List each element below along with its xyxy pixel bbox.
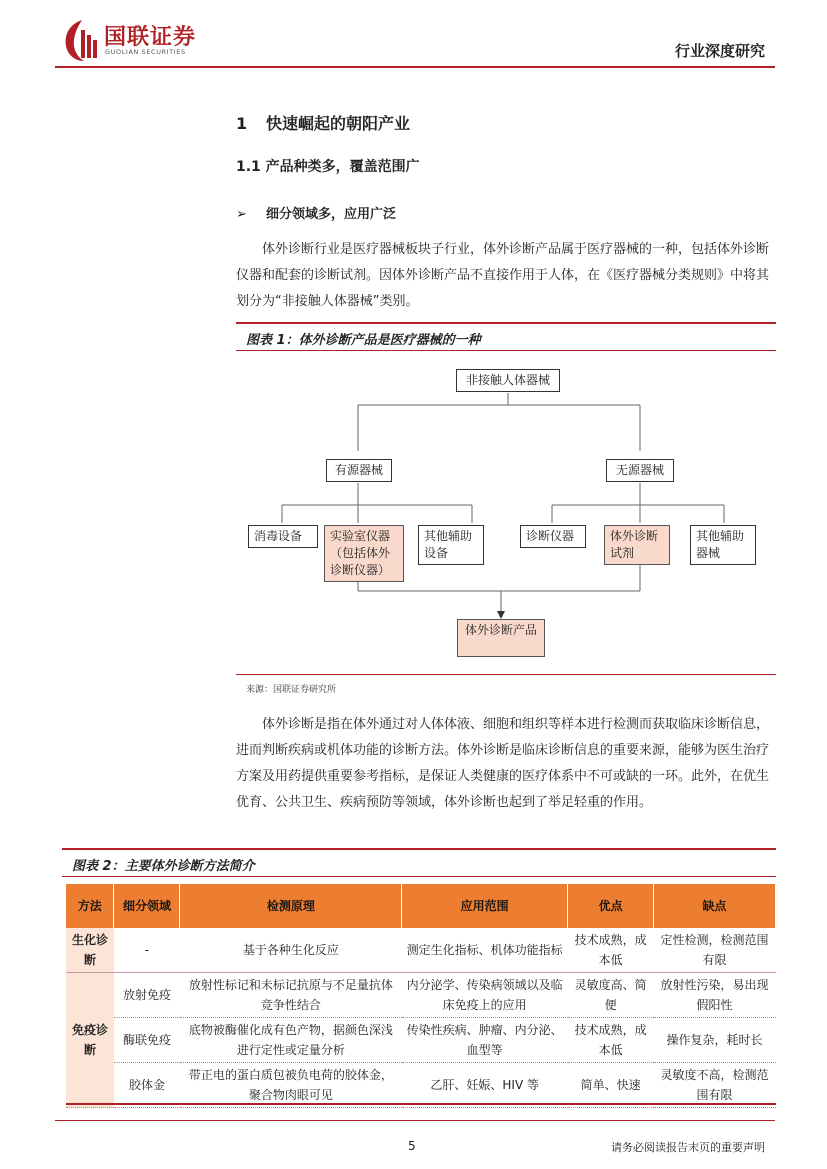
pros-cell: 灵敏度高、简便	[568, 973, 654, 1018]
bullet-title: 细分领域多，应用广泛	[266, 207, 397, 222]
figure2-title: 图表 2：主要体外诊断方法简介	[72, 859, 255, 874]
subfield-cell: 放射免疫	[114, 973, 180, 1018]
cons-cell: 灵敏度不高，检测范围有限	[654, 1063, 776, 1108]
pros-cell: 技术成熟，成本低	[568, 1018, 654, 1063]
col-header-method: 方法	[66, 884, 114, 928]
principle-cell: 基于各种生化反应	[180, 928, 402, 973]
pros-cell: 技术成熟，成本低	[568, 928, 654, 973]
table-row	[66, 1063, 776, 1108]
page-number: 5	[408, 1139, 416, 1153]
subsection-heading: 1.1 产品种类多，覆盖范围广	[236, 159, 420, 175]
table-row	[66, 1018, 776, 1063]
col-header-pros: 优点	[568, 884, 654, 928]
node-other-auxiliary-devices: 其他辅助器械	[690, 525, 756, 565]
node-disinfection-equipment: 消毒设备	[248, 525, 318, 548]
col-header-subfield: 细分领域	[114, 884, 180, 928]
footer-divider	[55, 1120, 775, 1121]
principle-cell: 带正电的蛋白质包被负电荷的胶体金，聚合物肉眼可见	[180, 1063, 402, 1108]
pros-cell: 简单、快速	[568, 1063, 654, 1108]
figure1-source: 来源：国联证券研究所	[246, 685, 337, 695]
figure1-title: 图表 1：体外诊断产品是医疗器械的一种	[246, 333, 481, 348]
figure2-title-rule	[62, 876, 776, 877]
table-header-row	[66, 884, 776, 928]
method-cell: 免疫诊断	[66, 973, 114, 1108]
logo-mark-icon	[62, 18, 100, 62]
node-lab-instruments: 实验室仪器（包括体外诊断仪器）	[324, 525, 404, 582]
scope-cell: 内分泌学、传染病领域以及临床免疫上的应用	[402, 973, 568, 1018]
subfield-cell: -	[114, 928, 180, 973]
logo-english-name: GUOLIAN SECURITIES	[105, 48, 186, 56]
scope-cell: 乙肝、妊娠、HIV 等	[402, 1063, 568, 1108]
company-logo	[62, 18, 212, 62]
method-cell: 生化诊断	[66, 928, 114, 973]
subfield-cell: 胶体金	[114, 1063, 180, 1108]
logo-chinese-name: 国联证券	[104, 25, 197, 50]
principle-cell: 底物被酶催化成有色产物，据颜色深浅进行定性或定量分析	[180, 1018, 402, 1063]
principle-cell: 放射性标记和未标记抗原与不足量抗体竞争性结合	[180, 973, 402, 1018]
table-row	[66, 973, 776, 1018]
col-header-cons: 缺点	[654, 884, 776, 928]
header-divider	[55, 66, 775, 68]
report-type-title: 行业深度研究	[674, 42, 765, 60]
page-header	[0, 0, 827, 72]
intro-paragraph: 体外诊断行业是医疗器械板块子行业，体外诊断产品属于医疗器械的一种，包括体外诊断仪器和配套的诊断试剂。因体外诊断产品不直接作用于人体，在《医疗器械分类规则》中将其划分为“非接触人体器械”类别。	[236, 242, 770, 309]
arrow-bullet-icon: ➢	[236, 207, 247, 222]
node-diagnostic-instruments: 诊断仪器	[520, 525, 586, 548]
classification-diagram	[236, 355, 776, 670]
disclaimer-note: 请务必阅读报告末页的重要声明	[611, 1141, 765, 1154]
figure2-top-rule	[62, 848, 776, 850]
scope-cell: 传染性疾病、肿瘤、内分泌、血型等	[402, 1018, 568, 1063]
cons-cell: 定性检测，检测范围有限	[654, 928, 776, 973]
scope-cell: 测定生化指标、机体功能指标	[402, 928, 568, 973]
section-number: 1	[236, 114, 248, 133]
section-heading	[236, 111, 410, 134]
ivd-definition-paragraph: 体外诊断是指在体外通过对人体体液、细胞和组织等样本进行检测而获取临床诊断信息，进而判断疾病或机体功能的诊断方法。体外诊断是临床诊断信息的重要来源，能够为医生治疗方案及用药提供重要参考指标，是保证人类健康的医疗体系中不可或缺的一环。此外，在优生优育、公共卫生、疾病预防等领域，体外诊断也起到了举足轻重的作用。	[236, 717, 770, 810]
figure1-bottom-rule	[236, 674, 776, 675]
subfield-cell: 酶联免疫	[114, 1018, 180, 1063]
section-title: 快速崛起的朝阳产业	[266, 114, 411, 133]
cons-cell: 操作复杂，耗时长	[654, 1018, 776, 1063]
ivd-methods-table	[66, 884, 776, 1108]
node-active-device: 有源器械	[326, 459, 392, 482]
figure1-title-rule	[236, 350, 776, 351]
table-row	[66, 928, 776, 973]
node-ivd-products: 体外诊断产品	[457, 619, 545, 657]
node-ivd-reagents: 体外诊断试剂	[604, 525, 670, 565]
table-bottom-rule	[66, 1103, 776, 1105]
node-non-contact-device: 非接触人体器械	[456, 369, 560, 392]
figure1-top-rule	[236, 322, 776, 324]
node-passive-device: 无源器械	[606, 459, 674, 482]
cons-cell: 放射性污染，易出现假阳性	[654, 973, 776, 1018]
node-other-auxiliary-equipment: 其他辅助设备	[418, 525, 484, 565]
col-header-scope: 应用范围	[402, 884, 568, 928]
bullet-heading	[236, 203, 396, 222]
col-header-principle: 检测原理	[180, 884, 402, 928]
